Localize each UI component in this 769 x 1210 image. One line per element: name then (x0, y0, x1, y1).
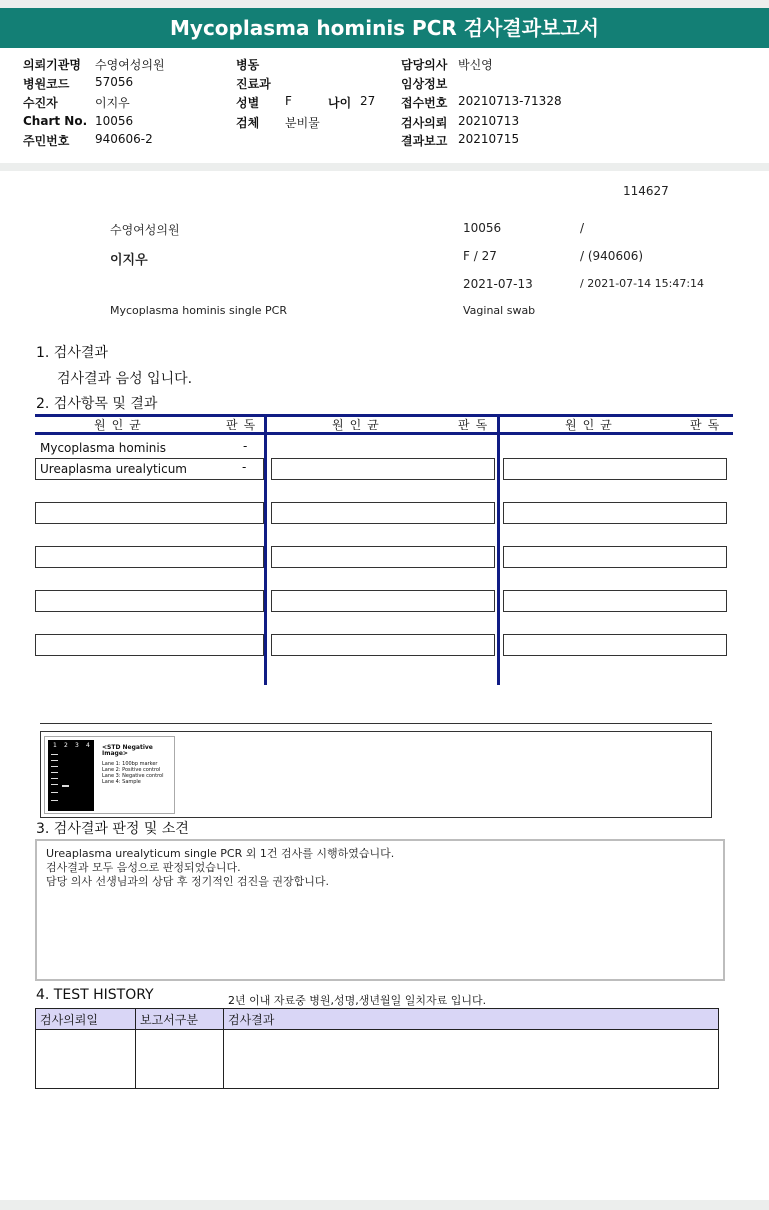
specimen-value: 분비물 (285, 116, 320, 130)
result-cell-r1-c1 (35, 458, 264, 480)
result-cell-r3-c2 (271, 546, 495, 568)
col1-organism-header: 원인균 (94, 418, 147, 432)
result-organism-1: Mycoplasma hominis (40, 441, 166, 455)
col1-result-header: 판독 (226, 418, 262, 432)
doc-chart-no: 10056 (463, 221, 502, 235)
marker-band (51, 800, 58, 801)
history-header-report-type: 보고서구분 (136, 1009, 224, 1030)
result-cell-r2-c2 (271, 502, 495, 524)
col3-organism-header: 원인균 (565, 418, 618, 432)
marker-band (51, 792, 58, 793)
history-header-request-date: 검사의뢰일 (36, 1009, 136, 1030)
col3-result-header: 판독 (690, 418, 726, 432)
report-date-value: 20210715 (458, 132, 520, 146)
history-cell (224, 1030, 719, 1089)
resident-no-label: 주민번호 (23, 134, 70, 148)
result-cell-r5-c1 (35, 634, 264, 656)
history-cell (136, 1030, 224, 1089)
doc-institution: 수영여성의원 (110, 223, 180, 237)
chart-no-label: Chart No. (23, 114, 88, 128)
receipt-no-label: 접수번호 (401, 96, 448, 110)
doc-sex-age: F / 27 (463, 249, 497, 263)
section4-note: 2년 이내 자료중 병원,성명,생년월일 일치자료 입니다. (228, 994, 487, 1007)
section3-title: 3. 검사결과 판정 및 소견 (36, 821, 189, 837)
doc-specimen: Vaginal swab (463, 304, 536, 317)
result-cell-r1-c3 (503, 458, 727, 480)
opinion-line-2: 검사결과 모두 음성으로 판정되었습니다. (46, 861, 241, 874)
results-divider-2 (497, 414, 500, 685)
positive-control-band (62, 785, 69, 787)
request-date-label: 검사의뢰 (401, 116, 448, 130)
age-value: 27 (360, 94, 376, 108)
history-cell (36, 1030, 136, 1089)
gel-legend-4: Lane 4: Sample (102, 779, 141, 785)
result-cell-r2-c1 (35, 502, 264, 524)
top-frame (0, 0, 769, 8)
request-date-value: 20210713 (458, 114, 520, 128)
doc-patient: 이지우 (110, 253, 148, 268)
result-cell-r4-c2 (271, 590, 495, 612)
institution-value: 수영여성의원 (95, 58, 165, 72)
sex-value: F (285, 94, 292, 108)
doc-request-date: 2021-07-13 (463, 277, 533, 291)
image-divider (40, 723, 712, 724)
result-cell-r2-c3 (503, 502, 727, 524)
table-row (36, 1030, 719, 1089)
section2-title: 2. 검사항목 및 결과 (36, 396, 158, 412)
gel-legend-2: Lane 2: Positive control (102, 767, 161, 773)
lane-number-2: 2 (64, 742, 68, 749)
col2-organism-header: 원인균 (332, 418, 385, 432)
chart-no-value: 10056 (95, 114, 134, 128)
marker-band (51, 754, 58, 755)
header-separator (0, 163, 769, 171)
col2-result-header: 판독 (458, 418, 494, 432)
doctor-label: 담당의사 (401, 58, 448, 72)
sex-label: 성별 (236, 96, 260, 110)
result-cell-r1-c2 (271, 458, 495, 480)
hospital-code-label: 병원코드 (23, 77, 70, 91)
bottom-frame (0, 1200, 769, 1210)
patient-label: 수진자 (23, 96, 58, 110)
result-cell-r3-c3 (503, 546, 727, 568)
result-cell-r5-c2 (271, 634, 495, 656)
marker-band (51, 784, 58, 785)
resident-no-value: 940606-2 (95, 132, 153, 146)
opinion-line-1: Ureaplasma urealyticum single PCR 외 1건 검사를 시행하였습니다. (46, 847, 395, 860)
section1-text: 검사결과 음성 입니다. (57, 371, 193, 387)
results-divider-1 (264, 414, 267, 685)
marker-band (51, 778, 58, 779)
gel-legend-1: Lane 1: 100bp marker (102, 761, 158, 767)
lane-number-4: 4 (86, 742, 90, 749)
lane-number-3: 3 (75, 742, 79, 749)
report-title: Mycoplasma hominis PCR 검사결과보고서 (0, 8, 769, 48)
result-value-1: - (243, 439, 248, 453)
result-cell-r5-c3 (503, 634, 727, 656)
section1-title: 1. 검사결과 (36, 345, 108, 361)
receipt-no-value: 20210713-71328 (458, 94, 562, 108)
doc-test-name: Mycoplasma hominis single PCR (110, 304, 287, 317)
specimen-label: 검체 (236, 116, 260, 130)
doc-birth: / (940606) (580, 249, 644, 263)
opinion-box (35, 839, 725, 981)
result-cell-r3-c1 (35, 546, 264, 568)
clinical-info-label: 임상정보 (401, 77, 448, 91)
gel-legend-3: Lane 3: Negative control (102, 773, 164, 779)
patient-value: 이지우 (95, 96, 130, 110)
report-date-label: 결과보고 (401, 134, 448, 148)
doc-slash: / (580, 221, 585, 235)
serial-number: 114627 (623, 184, 669, 198)
section4-title: 4. TEST HISTORY (36, 987, 154, 1003)
history-header-result: 검사결과 (224, 1009, 719, 1030)
gel-title: <STD Negative Image> (102, 744, 153, 757)
gel-image (44, 736, 175, 814)
history-table (35, 1008, 719, 1089)
marker-band (51, 760, 58, 761)
result-organism-2: Ureaplasma urealyticum (40, 462, 187, 476)
lane-number-1: 1 (53, 742, 57, 749)
department-label: 진료과 (236, 77, 271, 91)
age-label: 나이 (328, 96, 352, 110)
hospital-code-value: 57056 (95, 75, 134, 89)
result-cell-r4-c1 (35, 590, 264, 612)
institution-label: 의뢰기관명 (23, 58, 81, 72)
marker-band (51, 766, 58, 767)
doc-report-datetime: / 2021-07-14 15:47:14 (580, 277, 705, 290)
ward-label: 병동 (236, 58, 260, 72)
gel-electrophoresis (48, 740, 94, 811)
result-value-2: - (242, 460, 247, 474)
result-cell-r4-c3 (503, 590, 727, 612)
opinion-line-3: 담당 의사 선생님과의 상담 후 정기적인 검진을 권장합니다. (46, 875, 329, 888)
doctor-value: 박신영 (458, 58, 493, 72)
marker-band (51, 772, 58, 773)
